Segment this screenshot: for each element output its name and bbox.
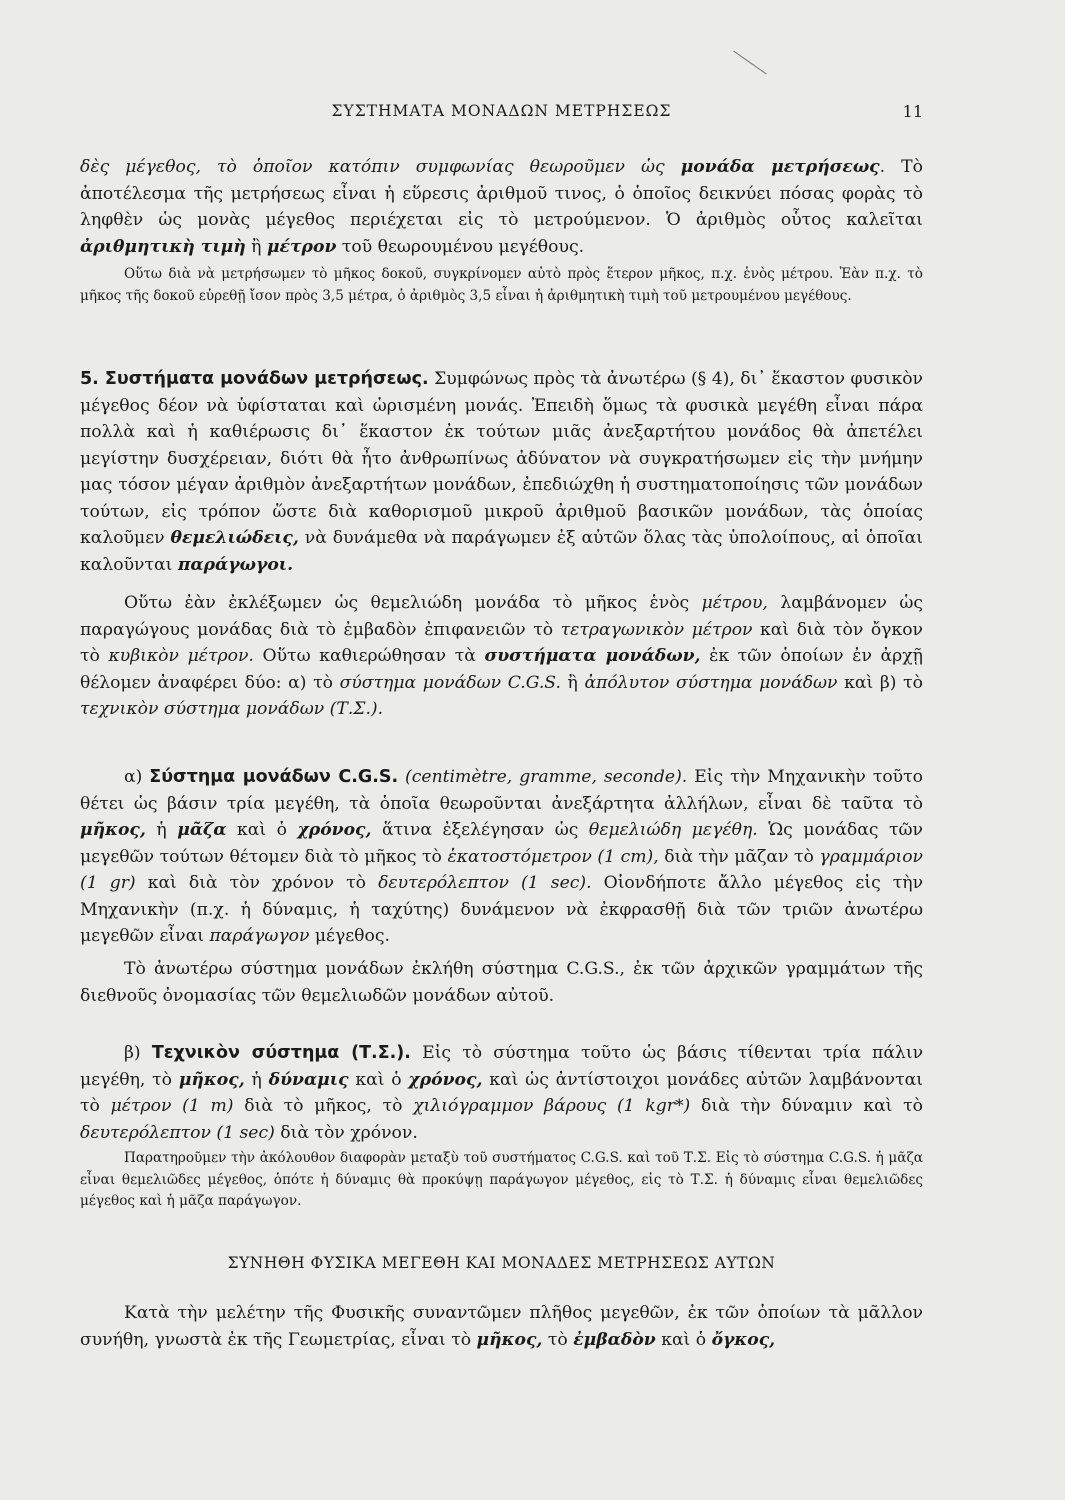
emphasis: θεμελιώδη μεγέθη. — [588, 820, 758, 840]
text-run: ἐκ τῶν ὁποίων ἐν ἀρχῇ θέλομεν ἀναφέρει δύο: α) τὸ — [80, 646, 923, 693]
pencil-mark — [733, 51, 766, 75]
emphasis: μῆκος, — [476, 1329, 543, 1350]
page-number: 11 — [902, 102, 923, 121]
emphasis: συστήματα μονάδων, — [484, 646, 701, 666]
header-title: ΣΥΣΤΗΜΑΤΑ ΜΟΝΑΔΩΝ ΜΕΤΡΗΣΕΩΣ — [331, 102, 672, 120]
text-run: καὶ ὁ — [348, 1069, 409, 1090]
emphasis: ἑκατοστόμετρον (1 cm), — [447, 846, 659, 867]
text-run: καὶ ὡς ἀντίστοιχοι μονάδες αὐτῶν λαμβάνονται τὸ — [80, 1069, 923, 1116]
emphasis: μέτρον — [266, 236, 337, 257]
emphasis: δευτερόλεπτον (1 sec) — [80, 1122, 275, 1143]
text-run: δὲς μέγεθος, τὸ ὁποῖον κατόπιν συμφωνίας θεωροῦμεν ὡς — [80, 157, 681, 177]
emphasis: τεχνικὸν σύστημα μονάδων (Τ.Σ.). — [80, 699, 384, 719]
emphasis: δευτερόλεπτον (1 sec). — [378, 873, 592, 893]
cgs-heading: Σύστημα μονάδων C.G.S. — [149, 767, 399, 787]
emphasis: μῆκος, — [80, 820, 146, 840]
paragraph-1 — [80, 154, 923, 260]
running-header — [80, 102, 923, 130]
text-run: Οὕτω καθιερώθησαν τὰ — [253, 646, 485, 666]
text-run: Κατὰ τὴν μελέτην τῆς Φυσικῆς συναντῶμεν πλῆθος μεγεθῶν, ἐκ τῶν ὁποίων τὰ μᾶλλον συνήθη, γνωστὰ ἐκ τῆς Γεωμετρίας, εἶναι τὸ — [80, 1303, 923, 1350]
text-run: Οὕτω ἐὰν ἐκλέξωμεν ὡς θεμελιώδη μονάδα τὸ μῆκος ἑνὸς — [124, 593, 702, 613]
emphasis: ὄγκος, — [711, 1329, 776, 1350]
paragraph-4 — [80, 590, 923, 723]
paragraph-9 — [80, 1300, 923, 1353]
text-run: λαμβάνομεν ὡς παραγώγους μονάδας διὰ τὸ ἐμβαδὸν ἐπιφανειῶν τὸ — [80, 593, 923, 640]
text-run: καὶ β) τὸ — [837, 672, 923, 693]
emphasis: κυβικὸν μέτρον. — [108, 646, 254, 666]
text-run: Οἱονδήποτε ἄλλο μέγεθος εἰς τὴν Μηχανικὴν (π.χ. ἡ δύναμις, ἡ ταχύτης) δυνάμενον νὰ ἐκφρασθῇ διὰ τῶν τριῶν ἀνωτέρω μεγεθῶν εἶναι — [80, 873, 924, 946]
text-run: Οὕτω διὰ νὰ μετρήσωμεν τὸ μῆκος δοκοῦ, συγκρίνομεν αὐτὸ πρὸς ἕτερον μῆκος, π.χ. ἑνὸς μέτρου. Ἐὰν π.χ. τὸ μῆκος τῆς δοκοῦ εὑρεθῇ ἴσον πρὸς 3,5 μέτρα, ὁ ἀριθμὸς 3,5 εἶναι ἡ ἀριθμητικὴ τιμὴ τοῦ μετρουμένου μεγέθους. — [80, 266, 923, 304]
text-run: μέγεθος. — [309, 926, 390, 946]
text-run: . Τὸ ἀποτέλεσμα τῆς μετρήσεως εἶναι ἡ εὕρεσις ἀριθμοῦ τινος, ὁ ὁποῖος δεικνύει πόσας φορὰς τὸ ληφθὲν ὡς μονὰς μέγεθος περιέχεται εἰς τὸ μετρούμενον. Ὁ ἀριθμὸς οὗτος καλεῖται — [80, 157, 923, 230]
text-run: νὰ δυνάμεθα νὰ παράγωμεν ἐξ αὐτῶν ὅλας τὰς ὑπολοίπους, αἱ ὁποῖαι καλοῦνται — [80, 528, 923, 575]
text-run: ἢ — [245, 236, 267, 257]
emphasis: μέτρου, — [701, 593, 768, 613]
item-label: β) — [124, 1043, 152, 1063]
emphasis: δύναμις — [268, 1069, 349, 1090]
text-run: διὰ τὸν χρόνον. — [274, 1122, 418, 1143]
text-run: καὶ διὰ τὸν χρόνον τὸ — [135, 873, 379, 893]
paragraph-5 — [80, 764, 923, 950]
emphasis: θεμελιώδεις, — [170, 528, 299, 548]
emphasis: χρόνος, — [297, 820, 372, 840]
text-run: Τὸ ἀνωτέρω σύστημα μονάδων ἐκλήθη σύστημα C.G.S., ἐκ τῶν ἀρχικῶν γραμμάτων τῆς διεθνοῦς ὀνομασίας τῶν θεμελιωδῶν μονάδων αὐτοῦ. — [80, 959, 923, 1006]
text-run: Παρατηροῦμεν τὴν ἀκόλουθον διαφορὰν μεταξὺ τοῦ συστήματος C.G.S. καὶ τοῦ Τ.Σ. Εἰς τὸ σύστημα C.G.S. ἡ μᾶζα εἶναι θεμελιῶδες μέγεθος, ὁπότε ἡ δύναμις θὰ προκύψῃ παράγωγον μέγεθος, εἰς τὸ Τ.Σ. ἡ δύναμις εἶναι θεμελιῶδες μέγεθος καὶ ἡ μᾶζα παράγωγον. — [80, 1150, 923, 1209]
emphasis: γραμμάριον (1 gr) — [80, 846, 923, 893]
text-run: (centimètre, gramme, seconde). — [398, 767, 688, 787]
emphasis: μέτρον (1 m) — [110, 1096, 234, 1116]
paragraph-7 — [80, 1040, 923, 1146]
text-run: τοῦ θεωρουμένου μεγέθους. — [336, 236, 585, 257]
text-run: ἡ — [145, 820, 178, 840]
emphasis: τετραγωνικὸν μέτρον — [560, 619, 753, 640]
paragraph-8-note — [80, 1148, 923, 1213]
text-run: καὶ ὁ — [655, 1329, 712, 1350]
emphasis: ἀπόλυτον σύστημα μονάδων — [584, 672, 838, 693]
text-run: Συμφώνως πρὸς τὰ ἀνωτέρω (§ 4), δι᾽ ἕκαστον φυσικὸν μέγεθος δέον νὰ ὑφίσταται καὶ ὡρισμένη μονάς. Ἐπειδὴ ὅμως τὰ φυσικὰ μεγέθη εἶναι πάρα πολλὰ καὶ ἡ καθιέρωσις δι᾽ ἕκαστον ἐκ τούτων μιᾶς ἀνεξαρτήτου μονάδος θὰ ἀπετέλει μεγίστην δυσχέρειαν, διότι θὰ ἦτο ἀνθρωπίνως ἀδύνατον νὰ συγκρατήσωμεν εἰς τὴν μνήμην μας τόσον μέγαν ἀριθμὸν ἀνεξαρτήτων μονάδων, ἐπεδιώχθη ἡ συστηματοποίησις τῶν μονάδων τούτων, εἰς τρόπον ὥστε διὰ καθορισμοῦ μικροῦ ἀριθμοῦ βασικῶν μονάδων, τὰς ὁποίας καλοῦμεν — [80, 369, 924, 548]
paragraph-3 — [80, 366, 923, 578]
text-run: Εἰς τὴν Μηχανικὴν τοῦτο θέτει ὡς βάσιν τρία μεγέθη, τὰ ὁποῖα θεωροῦνται ἀνεξάρτητα ἀλλήλων, εἶναι δὲ ταῦτα τὸ — [80, 767, 923, 814]
text-run: Ὡς μονάδας τῶν μεγεθῶν τούτων θέτομεν διὰ τὸ μῆκος τὸ — [80, 820, 923, 867]
section-title: ΣΥΝΗΘΗ ΦΥΣΙΚΑ ΜΕΓΕΘΗ ΚΑΙ ΜΟΝΑΔΕΣ ΜΕΤΡΗΣΕΩΣ ΑΥΤΩΝ — [227, 1254, 776, 1272]
emphasis: σύστημα μονάδων C.G.S. — [339, 672, 561, 693]
paragraph-2-note — [80, 264, 923, 307]
ts-heading: Τεχνικὸν σύστημα (Τ.Σ.). — [151, 1043, 411, 1063]
text-run: ἅτινα ἐξελέγησαν ὡς — [371, 820, 589, 840]
emphasis: ἀριθμητικὴ τιμὴ — [80, 236, 246, 257]
item-label: α) — [124, 767, 150, 787]
text-run: ἢ — [560, 672, 585, 693]
text-run: Εἰς τὸ σύστημα τοῦτο ὡς βάσις τίθενται τρία πάλιν μεγέθη, τὸ — [80, 1043, 924, 1090]
paragraph-6 — [80, 956, 923, 1009]
section-5-heading: 5. Συστήματα μονάδων μετρήσεως. — [80, 369, 429, 389]
emphasis: ἐμβαδὸν — [573, 1329, 656, 1350]
text-run: καὶ διὰ τὸν ὄγκον τὸ — [80, 619, 923, 666]
text-run: διὰ τὸ μῆκος, τὸ — [233, 1096, 414, 1116]
text-run: διὰ τὴν μᾶζαν τὸ — [658, 846, 820, 867]
text-run: ἡ — [244, 1069, 269, 1090]
emphasis: μᾶζα — [177, 820, 227, 840]
emphasis: χιλιόγραμμον βάρους (1 kgr*) — [413, 1096, 691, 1116]
text-run: τὸ — [542, 1329, 574, 1350]
text-run: καὶ ὁ — [226, 820, 298, 840]
emphasis: μονάδα μετρήσεως — [680, 157, 880, 177]
emphasis: χρόνος, — [408, 1069, 483, 1090]
emphasis: παράγωγοι. — [177, 554, 294, 575]
emphasis: μῆκος, — [178, 1069, 245, 1090]
text-run: διὰ τὴν δύναμιν καὶ τὸ — [690, 1096, 923, 1116]
emphasis: παράγωγον — [209, 926, 310, 946]
